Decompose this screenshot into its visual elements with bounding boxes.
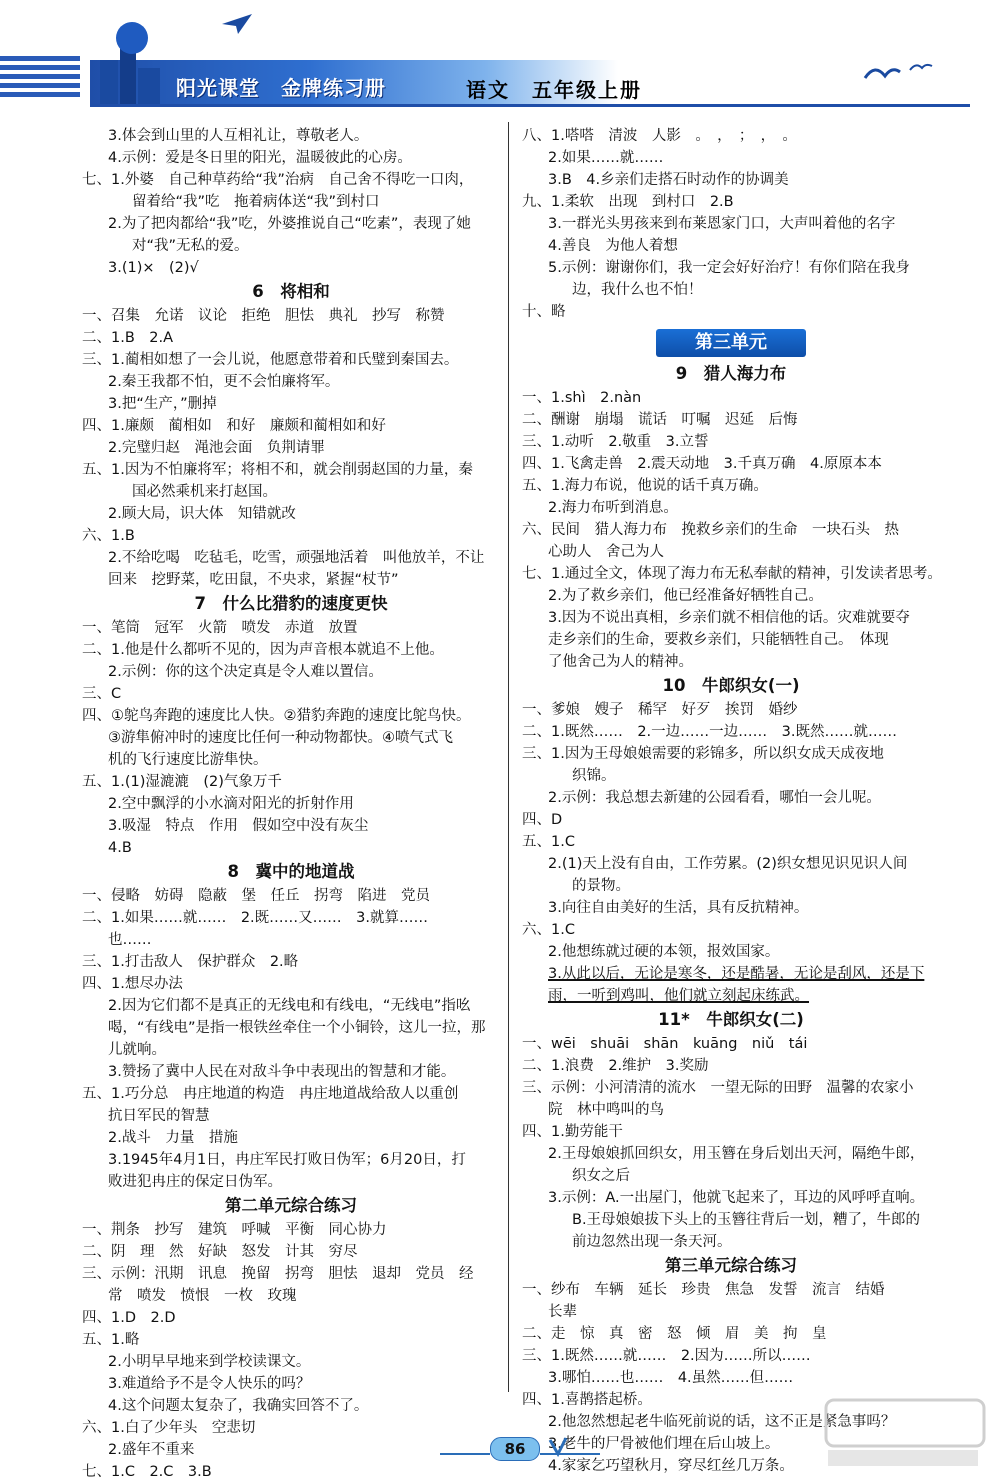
section-title: 9 猎人海力布: [675, 364, 787, 383]
answer-line: 了他舍己为人的精神。: [548, 654, 693, 670]
answer-line: 二、走 惊 真 密 怒 倾 眉 美 拘 皇: [522, 1326, 827, 1342]
answer-line: 一、wēi shuāi shān kuāng niǔ tái: [522, 1036, 808, 1052]
answer-line: 织锦。: [572, 768, 616, 784]
answer-line: 五、1.海力布说，他说的话千真万确。: [522, 478, 768, 494]
answer-line: 喝，“有线电”是指一根铁丝牵住一个小铜铃，这儿一拉，那: [108, 1020, 486, 1036]
answer-line: 机的飞行速度比游隼快。: [108, 752, 268, 768]
answer-line: 4.示例：爱是冬日里的阳光，温暖彼此的心房。: [108, 150, 412, 166]
answer-line: 一、侵略 妨碍 隐蔽 堡 任丘 拐弯 陷进 党员: [82, 888, 430, 904]
answer-line: 二、1.B 2.A: [82, 330, 174, 346]
left-column: [82, 125, 500, 1483]
unit-badge: 第三单元: [656, 329, 806, 357]
answer-line: 2.秦王我都不怕，更不会怕廉将军。: [108, 374, 340, 390]
answer-line: 七、1.外婆 自己种草药给“我”治病 自己舍不得吃一口肉，: [82, 172, 474, 188]
answer-line: 2.如果……就……: [548, 150, 664, 166]
answer-line: 2.空中飘浮的小水滴对阳光的折射作用: [108, 796, 354, 812]
section-title: 11* 牛郎织女(二): [658, 1010, 804, 1029]
answer-line: 4.这个问题太复杂了，我确实回答不了。: [108, 1398, 369, 1414]
answer-line: 儿就响。: [108, 1042, 166, 1058]
answer-line: 2.顾大局，识大体 知错就改: [108, 506, 296, 522]
header-rule: [90, 104, 970, 107]
answer-line: 2.因为它们都不是真正的无线电和有线电，“无线电”指吆: [108, 998, 471, 1014]
answer-line: 2.为了把肉都给“我”吃，外婆推说自己“吃素”，表现了她: [108, 216, 471, 232]
right-column: [522, 125, 940, 1477]
page-footer: [430, 1432, 610, 1466]
answer-line: 六、1.B: [82, 528, 135, 544]
city-skyline-icon: [96, 20, 166, 104]
answer-line: 九、1.柔软 出现 到村口 2.B: [522, 194, 734, 210]
answer-line: 2.王母娘娘抓回织女，用玉簪在身后划出天河，隔绝牛郎，: [548, 1146, 925, 1162]
answer-line: 一、纱布 车辆 延长 珍贵 焦急 发誓 流言 结婚: [522, 1282, 885, 1298]
answer-line: 三、1.因为王母娘娘需要的彩锦多，所以织女成天成夜地: [522, 746, 884, 762]
answer-line: 织女之后: [572, 1168, 630, 1184]
column-divider: [508, 122, 509, 1392]
answer-line: 4.家家乞巧望秋月，穿尽红丝几万条。: [548, 1458, 794, 1474]
answer-line: 一、1.shì 2.nàn: [522, 390, 642, 406]
answer-line: 3.赞扬了冀中人民在对敌斗争中表现出的智慧和才能。: [108, 1064, 456, 1080]
answer-line: 四、D: [522, 812, 563, 828]
answer-line: 3.把“生产，”删掉: [108, 396, 217, 412]
answer-line: 四、1.勤劳能干: [522, 1124, 623, 1140]
section-title: 第二单元综合练习: [225, 1196, 357, 1215]
answer-line: 3.因为不说出真相，乡亲们就不相信他的话。灾难就要夺: [548, 610, 910, 626]
answer-line: 五、1.因为不怕廉将军；将相不和，就会削弱赵国的力量，秦: [82, 462, 473, 478]
answer-line: 3.老牛的尸骨被他们埋在后山坡上。: [548, 1436, 780, 1452]
answer-line: 一、召集 允诺 议论 拒绝 胆怯 典礼 抄写 称赞: [82, 308, 445, 324]
answer-line: 一、爹娘 嫂子 稀罕 好歹 挨罚 婚纱: [522, 702, 798, 718]
answer-line: 2.示例：我总想去新建的公园看看，哪怕一会儿呢。: [548, 790, 881, 806]
answer-line: 六、1.白了少年头 空悲切: [82, 1420, 256, 1436]
answer-line: 2.为了救乡亲们，他已经准备好牺牲自己。: [548, 588, 823, 604]
answer-line: 十、略: [522, 304, 566, 320]
answer-line: 院 林中鸣叫的鸟: [548, 1102, 664, 1118]
answer-line: 三、示例：小河清清的流水 一望无际的田野 温馨的农家小: [522, 1080, 914, 1096]
subject-grade: 语文 五年级上册: [466, 78, 642, 102]
answer-line: 常 喷发 愤恨 一枚 玫瑰: [108, 1288, 297, 1304]
answer-line: 败进犯冉庄的保定日伪军。: [108, 1174, 282, 1190]
answer-line: 长辈: [548, 1304, 577, 1320]
answer-line: 2.盛年不重来: [108, 1442, 195, 1458]
answer-line: 4.善良 为他人着想: [548, 238, 678, 254]
right-bottom-block: [522, 361, 940, 1477]
answer-line: 回来 挖野菜，吃田鼠，不央求，紧握“杖节”: [108, 572, 399, 588]
answer-line: 三、1.既然……就…… 2.因为……所以……: [522, 1348, 811, 1364]
answer-line: 2.他想练就过硬的本领，报效国家。: [548, 944, 780, 960]
answer-line: 二、1.如果……就…… 2.既……又…… 3.就算……: [82, 910, 429, 926]
answer-line: 2.完璧归赵 渑池会面 负荆请罪: [108, 440, 325, 456]
answer-line: 一、荆条 抄写 建筑 呼喊 平衡 同心协力: [82, 1222, 387, 1238]
page-number: 86: [490, 1437, 540, 1461]
answer-line: 五、1.略: [82, 1332, 140, 1348]
underlined-answer: 雨，一听到鸡叫，他们就立刻起床练武。: [548, 988, 809, 1004]
answer-line: 前边忽然出现一条天河。: [572, 1234, 732, 1250]
answer-line: 3.难道给予不是令人快乐的吗？: [108, 1376, 311, 1392]
answer-line: 走乡亲们的生命，要救乡亲们，只能牺牲自己。 体现: [548, 632, 889, 648]
watermark-logo-icon: [818, 1396, 993, 1470]
header-stripes: [0, 56, 80, 106]
answer-line: 2.小明早早地来到学校读课文。: [108, 1354, 311, 1370]
answer-line: 四、1.喜鹊搭起桥。: [522, 1392, 652, 1408]
answer-line: 三、1.动听 2.敬重 3.立誓: [522, 434, 709, 450]
section-title: 10 牛郎织女(一): [662, 676, 800, 695]
answer-line: 4.B: [108, 840, 132, 856]
underlined-answer: 3.从此以后，无论是寒冬，还是酷暑，无论是刮风，还是下: [548, 966, 925, 982]
answer-line: 五、1.巧分总 冉庄地道的构造 冉庄地道战给敌人以重创: [82, 1086, 459, 1102]
answer-line: 二、酬谢 崩塌 谎话 叮嘱 迟延 后悔: [522, 412, 798, 428]
section-title: 第三单元综合练习: [665, 1256, 797, 1275]
answer-line: [522, 963, 940, 985]
answer-line: 2.(1)天上没有自由，工作劳累。(2)织女想见识见识人间: [548, 856, 908, 872]
answer-line: 抗日军民的智慧: [108, 1108, 210, 1124]
answer-line: 二、阴 理 然 好缺 怒发 计其 穷尽: [82, 1244, 358, 1260]
answer-line: 四、①鸵鸟奔跑的速度比人快。②猎豹奔跑的速度比鸵鸟快。: [82, 708, 471, 724]
paper-plane-icon: [222, 14, 252, 34]
birds-icon: [860, 58, 940, 88]
answer-line: 3.吸湿 特点 作用 假如空中没有灰尘: [108, 818, 369, 834]
answer-line: 3.体会到山里的人互相礼让，尊敬老人。: [108, 128, 369, 144]
answer-line: 留着给“我”吃 拖着病体送“我”到村口: [132, 194, 380, 210]
answer-line: 3.示例：A.一出屋门，他就飞起来了，耳边的风呼呼直响。: [548, 1190, 925, 1206]
page-header: [0, 0, 1000, 115]
answer-line: 三、C: [82, 686, 122, 702]
answer-line: 六、民间 猎人海力布 挽救乡亲们的生命 一块石头 热: [522, 522, 899, 538]
section-title: 6 将相和: [252, 282, 330, 301]
answer-line: 3.1945年4月1日，冉庄军民打败日伪军；6月20日，打: [108, 1152, 466, 1168]
answer-line: 3.向往自由美好的生活，具有反抗精神。: [548, 900, 809, 916]
right-top-block: [522, 125, 940, 323]
answer-line: 二、1.浪费 2.维护 3.奖励: [522, 1058, 709, 1074]
answer-line: B.王母娘娘拔下头上的玉簪往背后一划，糟了，牛郎的: [572, 1212, 921, 1228]
answer-line: 八、1.嗒嗒 清波 人影 。 ， ； ， 。: [522, 128, 797, 144]
answer-line: 国必然乘机来打赵国。: [132, 484, 277, 500]
answer-line: 一、笔筒 冠军 火箭 喷发 赤道 放置: [82, 620, 358, 636]
answer-line: 三、1.打击敌人 保护群众 2.略: [82, 954, 299, 970]
answer-line: 对“我”无私的爱。: [132, 238, 249, 254]
answer-line: 2.海力布听到消息。: [548, 500, 678, 516]
answer-line: 3.B 4.乡亲们走搭石时动作的协调美: [548, 172, 789, 188]
answer-line: 四、1.想尽办法: [82, 976, 183, 992]
answer-line: 2.不给吃喝 吃毡毛，吃雪，顽强地活着 叫他放羊，不让: [108, 550, 485, 566]
answer-line: 心助人 舍己为人: [548, 544, 664, 560]
answer-line: 二、1.他是什么都听不见的，因为声音根本就追不上他。: [82, 642, 444, 658]
answer-line: 二、1.既然…… 2.一边……一边…… 3.既然……就……: [522, 724, 898, 740]
answer-line: [522, 985, 940, 1007]
answer-line: 5.示例：谢谢你们，我一定会好好治疗！有你们陪在我身: [548, 260, 910, 276]
answer-line: 四、1.D 2.D: [82, 1310, 176, 1326]
answer-line: 也……: [108, 932, 152, 948]
answer-line: 3.(1)× (2)√: [108, 260, 199, 276]
answer-line: 三、1.蔺相如想了一会儿说，他愿意带着和氏璧到秦国去。: [82, 352, 459, 368]
answer-line: 四、1.飞禽走兽 2.震天动地 3.千真万确 4.原原本本: [522, 456, 882, 472]
answer-line: ③游隼俯冲时的速度比任何一种动物都快。④喷气式飞: [108, 730, 453, 746]
answer-line: 三、示例：汛期 讯息 挽留 拐弯 胆怯 退却 党员 经: [82, 1266, 474, 1282]
answer-line: 的景物。: [572, 878, 630, 894]
answer-line: 六、1.C: [522, 922, 575, 938]
answer-line: 3.哪怕……也…… 4.虽然……但……: [548, 1370, 794, 1386]
answer-line: 2.战斗 力量 措施: [108, 1130, 238, 1146]
answer-line: 边，我什么也不怕！: [572, 282, 703, 298]
answer-line: 七、1.C 2.C 3.B: [82, 1464, 212, 1480]
answer-line: 2.示例：你的这个决定真是令人难以置信。: [108, 664, 383, 680]
answer-line: 3.一群光头男孩来到布莱恩家门口，大声叫着他的名字: [548, 216, 896, 232]
answer-line: 五、1.(1)湿漉漉 (2)气象万千: [82, 774, 282, 790]
answer-line: 四、1.廉颇 蔺相如 和好 廉颇和蔺相如和好: [82, 418, 386, 434]
answer-line: 2.他忽然想起老牛临死前说的话，这不正是紧急事吗？: [548, 1414, 896, 1430]
book-title: 阳光课堂 金牌练习册: [176, 76, 386, 100]
section-title: 8 冀中的地道战: [227, 862, 355, 881]
section-title: 7 什么比猎豹的速度更快: [194, 594, 388, 613]
answer-line: 五、1.C: [522, 834, 575, 850]
answer-line: 七、1.通过全文，体现了海力布无私奉献的精神，引发读者思考。: [522, 566, 942, 582]
